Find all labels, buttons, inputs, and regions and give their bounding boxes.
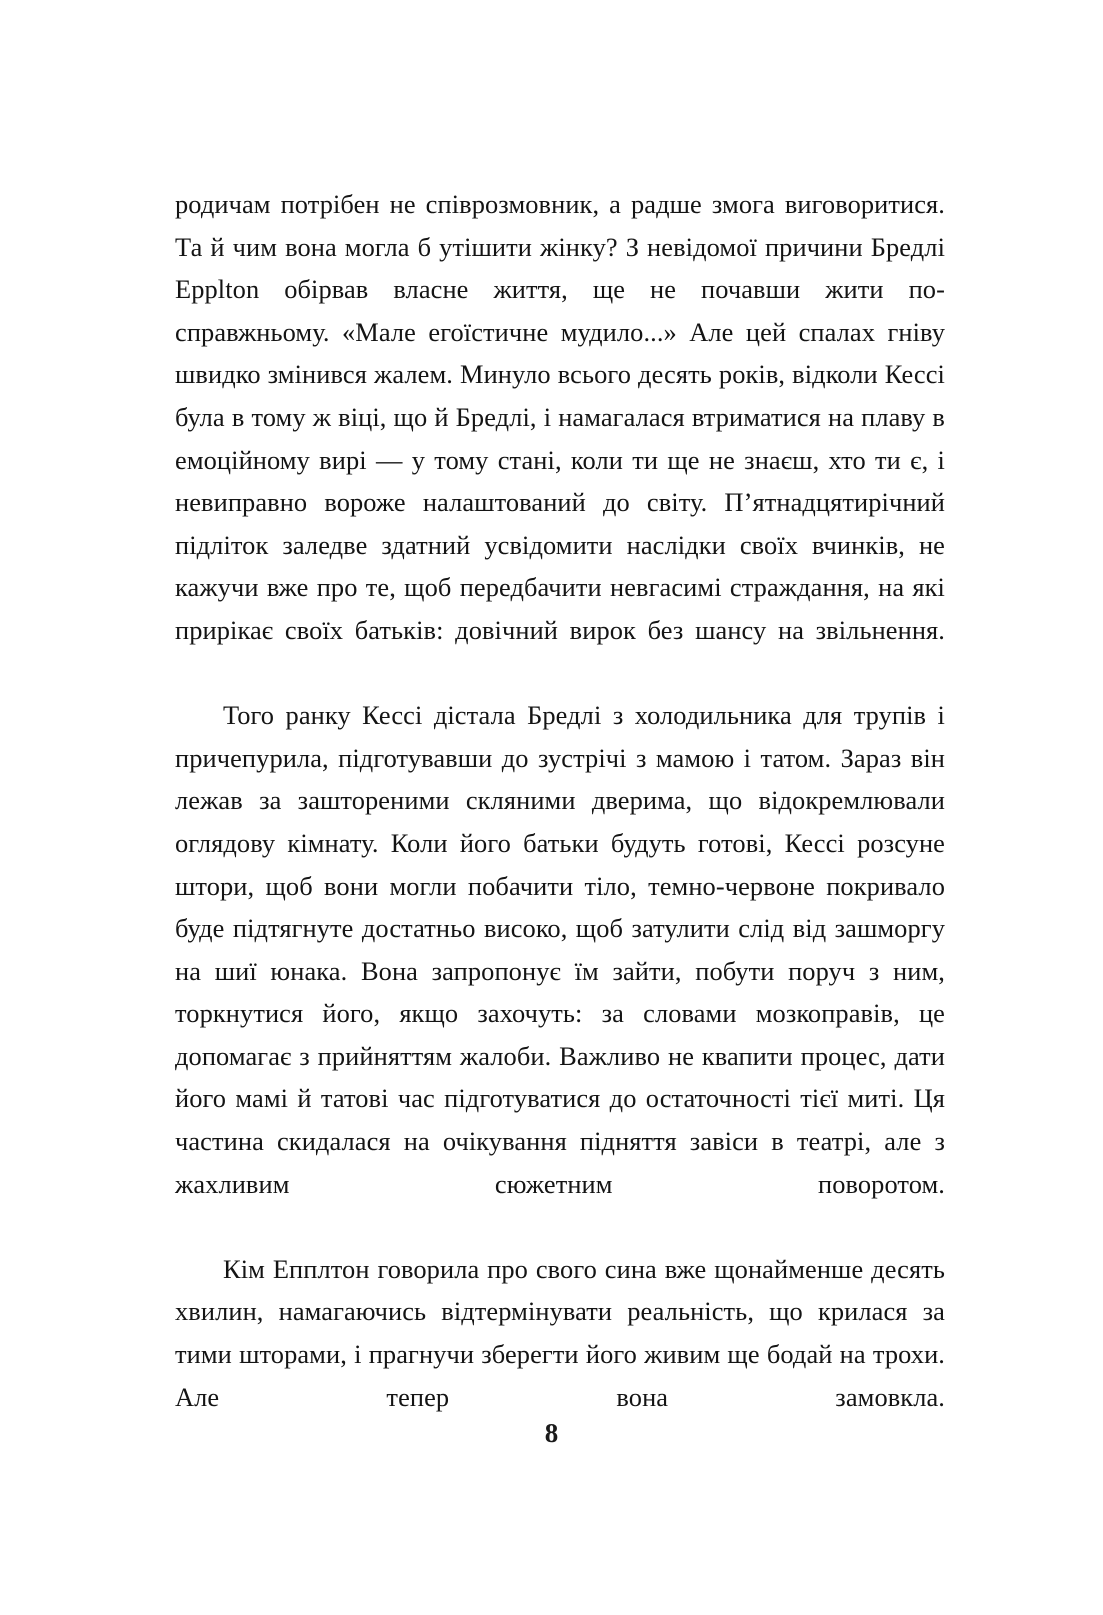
paragraph-3: Кім Епплтон говорила про свого сина вже щонайменше десять хвилин, намагаючись відтермінувати реальність, що крилася за тими шторами, і прагнучи зберегти його живим ще бодай на трохи. Але тепер вона замовкла. [175,1253,945,1412]
page-number: 8 [544,1418,559,1448]
paragraph-2: Того ранку Кессі дістала Бредлі з холодильника для трупів і причепурила, підготувавши до зустрічі з мамою і татом. Зараз він лежав за заштореними скляними дверима, що відокремлювали оглядову кімнату. Коли його батьки будуть готові, Кессі розсуне штори, щоб вони могли побачити тіло, темно-червоне покривало буде підтягнуте достатньо високо, щоб затулити слід від зашморгу на шиї юнака. Вона запропонує їм зайти, побути поруч з ним, торкнутися його, якщо захочуть: за словами мозкоправів, це допомагає з прийняттям жалоби. Важливо не квапити процес, дати його мамі й татові час підготуватися до остаточності тієї миті. Ця частина скидалася на очікування підняття завіси в театрі, але з жахливим сюжетним поворотом. [175,700,945,1199]
page-text-block [175,183,945,1461]
paragraph-1: родичам потрібен не співрозмовник, а радше змога виговоритися. Та й чим вона могла б утішити жінку? З невідомої причини Бредлі Еpplton обірвав власне життя, ще не почавши жити по-справжньому. «Мале егоїстичне мудило...» Але цей спалах гніву швидко змінився жалем. Минуло всього десять років, відколи Кессі була в тому ж віці, що й Бредлі, і намагалася втриматися на плаву в емоційному вирі — у тому стані, коли ти ще не знаєш, хто ти є, і невиправно вороже налаштований до світу. П’ятнадцятирічний підліток заледве здатний усвідомити наслідки своїх вчинків, не кажучи вже про те, щоб передбачити невгасимі страждання, на які прирікає своїх батьків: довічний вирок без шансу на звільнення. [175,189,945,645]
